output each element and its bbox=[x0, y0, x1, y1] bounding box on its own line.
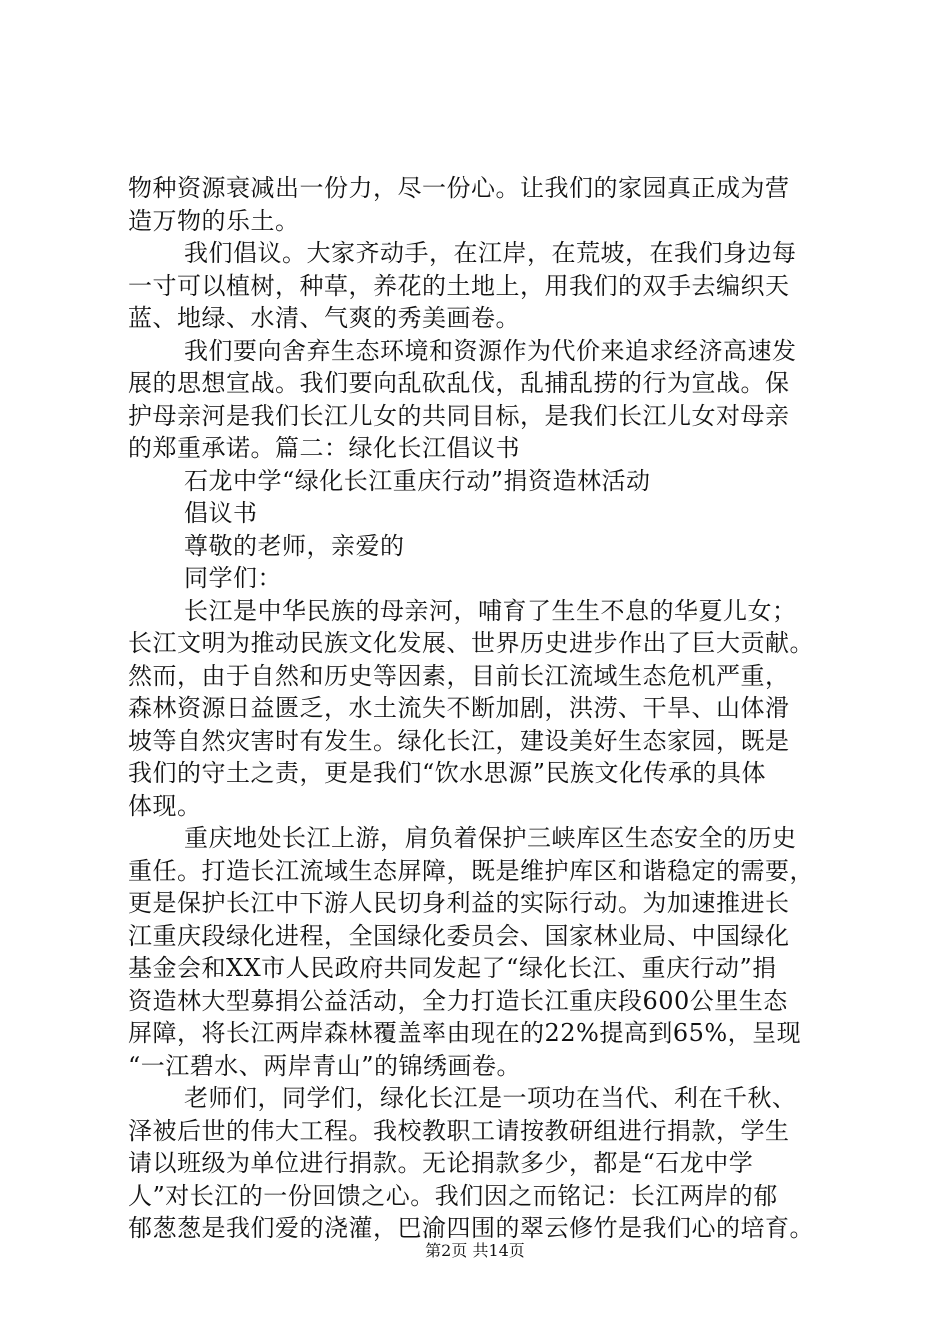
text-line: 泽被后世的伟大工程。我校教职工请按教研组进行捐款，学生 bbox=[128, 1116, 790, 1145]
text-line: 尊敬的老师，亲爱的 bbox=[184, 531, 405, 560]
text-line: 展的思想宣战。我们要向乱砍乱伐，乱捕乱捞的行为宣战。保 bbox=[128, 369, 790, 397]
text-line: 我们的守土之责，更是我们“饮水思源”民族文化传承的具体 bbox=[128, 759, 767, 787]
text-line: 一寸可以植树，种草，养花的土地上，用我们的双手去编织天 bbox=[128, 271, 790, 300]
text-line: 蓝、地绿、水清、气爽的秀美画卷。 bbox=[128, 304, 520, 332]
text-line: 体现。 bbox=[128, 791, 202, 820]
text-line: 我们要向舍弃生态环境和资源作为代价来追求经济高速发 bbox=[184, 336, 797, 365]
text-line: 然而，由于自然和历史等因素，目前长江流域生态危机严重， bbox=[128, 661, 790, 690]
text-line: 的郑重承诺。篇二：绿化长江倡议书 bbox=[128, 434, 520, 462]
text-line: 森林资源日益匮乏，水土流失不断加剧，洪涝、干旱、山体滑 bbox=[128, 694, 790, 722]
text-line: 重庆地处长江上游，肩负着保护三峡库区生态安全的历史 bbox=[184, 824, 797, 852]
text-line: 人”对长江的一份回馈之心。我们因之而铭记：长江两岸的郁 bbox=[128, 1181, 778, 1210]
text-line: “一江碧水、两岸青山”的锦绣画卷。 bbox=[128, 1051, 522, 1080]
text-line: 江重庆段绿化进程，全国绿化委员会、国家林业局、中国绿化 bbox=[128, 921, 790, 950]
text-line: 石龙中学“绿化长江重庆行动”捐资造林活动 bbox=[184, 466, 651, 495]
text-line: 长江是中华民族的母亲河，哺育了生生不息的华夏儿女； bbox=[184, 596, 797, 625]
text-line: 郁葱葱是我们爱的浇灌，巴渝四围的翠云修竹是我们心的培育。 bbox=[128, 1214, 814, 1242]
text-line: 坡等自然灾害时有发生。绿化长江，建设美好生态家园，既是 bbox=[128, 726, 790, 755]
text-line: 造万物的乐土。 bbox=[128, 206, 300, 235]
text-line: 更是保护长江中下游人民切身利益的实际行动。为加速推进长 bbox=[128, 889, 790, 917]
text-line: 基金会和XX市人民政府共同发起了“绿化长江、重庆行动”捐 bbox=[128, 954, 777, 982]
document-body bbox=[128, 172, 828, 1245]
text-line: 护母亲河是我们长江儿女的共同目标，是我们长江儿女对母亲 bbox=[128, 401, 790, 430]
text-line: 重任。打造长江流域生态屏障，既是维护库区和谐稳定的需要， bbox=[128, 856, 814, 885]
text-line: 资造林大型募捐公益活动，全力打造长江重庆段600公里生态 bbox=[128, 986, 788, 1015]
text-line: 同学们： bbox=[184, 564, 282, 592]
page-footer: 第2页 共14页 bbox=[425, 1241, 525, 1260]
text-line: 我们倡议。大家齐动手，在江岸，在荒坡，在我们身边每 bbox=[184, 239, 797, 267]
text-line: 长江文明为推动民族文化发展、世界历史进步作出了巨大贡献。 bbox=[128, 629, 814, 657]
text-line: 屏障，将长江两岸森林覆盖率由现在的22%提高到65%，呈现 bbox=[128, 1019, 802, 1047]
text-line: 请以班级为单位进行捐款。无论捐款多少，都是“石龙中学 bbox=[128, 1149, 754, 1177]
text-line: 老师们，同学们，绿化长江是一项功在当代、利在千秋、 bbox=[184, 1084, 797, 1112]
text-line: 物种资源衰减出一份力，尽一份心。让我们的家园真正成为营 bbox=[128, 174, 790, 202]
text-line: 倡议书 bbox=[184, 499, 258, 527]
